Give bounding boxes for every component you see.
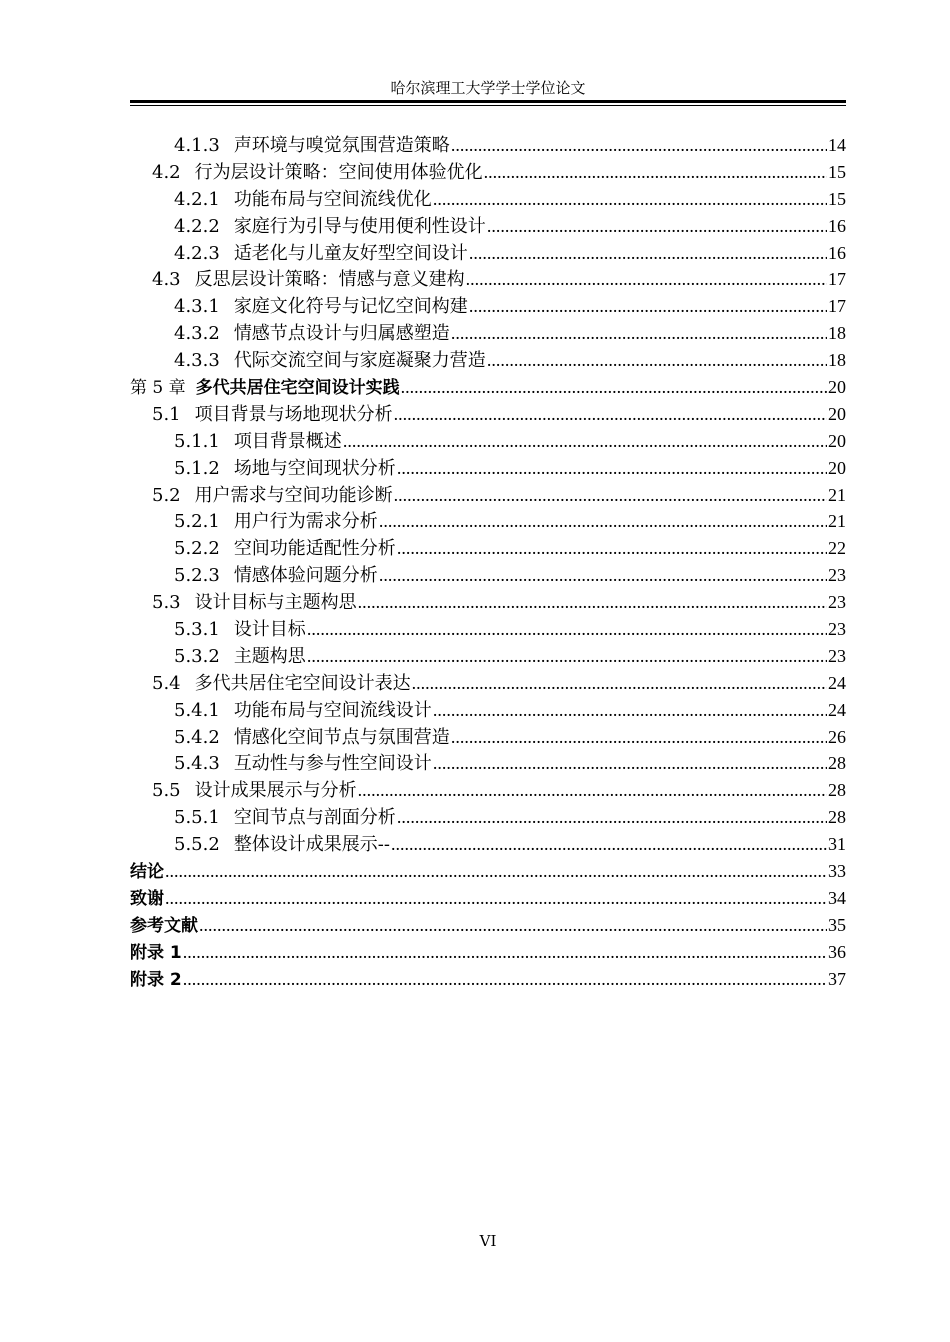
toc-entry-page: 34: [828, 887, 846, 908]
toc-entry-number: 5.1.2: [174, 457, 220, 479]
toc-entry-title: 附录 2: [130, 969, 182, 990]
toc-entry-number: 5.3.2: [174, 645, 220, 667]
toc-entry-title: 主题构思: [233, 645, 306, 667]
toc-entry[interactable]: [130, 858, 846, 885]
toc-entry[interactable]: [130, 320, 846, 347]
toc-entry[interactable]: [130, 159, 846, 186]
toc-leader-dots: [484, 159, 827, 186]
toc-leader-dots: [412, 670, 827, 697]
toc-entry-title: 附录 1: [130, 942, 182, 963]
toc-entry-title: 多代共居住宅空间设计表达: [194, 672, 411, 694]
toc-entry-number: 5.2.1: [174, 511, 220, 533]
toc-entry-page: 17: [828, 269, 846, 290]
toc-entry-page: 33: [828, 861, 846, 882]
toc-entry-page: 16: [828, 242, 846, 263]
toc-entry-title: 致谢: [130, 888, 164, 909]
toc-entry-page: 14: [828, 135, 846, 155]
toc-entry-number: 4.3.2: [174, 323, 220, 345]
toc-entry-number: 4.2.2: [174, 215, 220, 237]
toc-entry[interactable]: [130, 616, 846, 643]
toc-entry-number: 5.2: [152, 484, 181, 506]
toc-leader-dots: [379, 508, 827, 535]
toc-entry-page: 15: [828, 188, 846, 209]
toc-entry-title: 空间节点与剖面分析: [233, 807, 396, 829]
toc-entry[interactable]: [130, 643, 846, 670]
toc-entry-title: 家庭行为引导与使用便利性设计: [233, 215, 486, 237]
toc-entry[interactable]: [130, 482, 846, 509]
toc-entry-page: 28: [828, 753, 846, 774]
toc-entry-page: 21: [828, 511, 846, 532]
toc-entry[interactable]: [130, 885, 846, 912]
toc-entry[interactable]: [130, 455, 846, 482]
toc-entry-page: 36: [828, 941, 846, 962]
toc-entry-page: 31: [828, 834, 846, 855]
toc-entry[interactable]: [130, 508, 846, 535]
toc-entry-page: 22: [828, 538, 846, 559]
toc-entry-title: 空间功能适配性分析: [233, 538, 396, 560]
toc-leader-dots: [469, 293, 827, 320]
toc-entry[interactable]: [130, 589, 846, 616]
toc-entry[interactable]: [130, 724, 846, 751]
toc-entry-number: 5.2.2: [174, 538, 220, 560]
toc-entry-title: 功能布局与空间流线优化: [233, 188, 432, 210]
toc-entry-title: 功能布局与空间流线设计: [233, 699, 432, 721]
toc-leader-dots: [451, 320, 827, 347]
toc-leader-dots: [307, 616, 827, 643]
toc-entry-title: 适老化与儿童友好型空间设计: [233, 242, 468, 264]
toc-entry[interactable]: [130, 804, 846, 831]
toc-entry-title: 结论: [130, 862, 164, 883]
toc-entry-number: 4.2: [152, 161, 181, 183]
toc-entry[interactable]: [130, 240, 846, 267]
toc-entry[interactable]: [130, 186, 846, 213]
toc-entry-page: 23: [828, 619, 846, 640]
toc-entry-title: 整体设计成果展示--: [233, 834, 390, 856]
toc-leader-dots: [466, 266, 827, 293]
toc-leader-dots: [183, 939, 827, 966]
toc-entry-number: 4.3.1: [174, 296, 220, 318]
toc-leader-dots: [199, 912, 827, 939]
toc-leader-dots: [401, 374, 827, 401]
toc-leader-dots: [307, 643, 827, 670]
toc-entry[interactable]: [130, 777, 846, 804]
toc-entry-title: 情感化空间节点与氛围营造: [233, 726, 450, 748]
toc-entry-page: 24: [828, 699, 846, 720]
toc-leader-dots: [451, 132, 827, 159]
toc-entry-page: 24: [828, 672, 846, 693]
toc-entry-page: 28: [828, 807, 846, 828]
toc-entry-title: 反思层设计策略：情感与意义建构: [194, 269, 465, 291]
toc-entry-page: 20: [828, 403, 846, 424]
toc-leader-dots: [165, 858, 827, 885]
table-of-contents: [130, 132, 846, 993]
toc-entry-number: 4.1.3: [174, 135, 220, 156]
toc-entry[interactable]: [130, 562, 846, 589]
toc-entry-number: 第 5 章: [130, 378, 186, 399]
toc-entry-number: 5.4.3: [174, 753, 220, 775]
toc-entry-title: 互动性与参与性空间设计: [233, 753, 432, 775]
toc-entry-page: 20: [828, 430, 846, 451]
toc-leader-dots: [183, 966, 827, 993]
toc-entry-title: 行为层设计策略：空间使用体验优化: [194, 161, 483, 183]
toc-entry-title: 用户需求与空间功能诊断: [194, 484, 393, 506]
toc-leader-dots: [469, 240, 827, 267]
toc-entry-page: 23: [828, 592, 846, 613]
toc-entry-number: 4.3: [152, 269, 181, 291]
toc-entry-title: 项目背景概述: [233, 430, 342, 452]
toc-entry-page: 17: [828, 296, 846, 317]
toc-entry-number: 5.1: [152, 403, 181, 425]
toc-entry-page: 28: [828, 780, 846, 801]
toc-leader-dots: [358, 777, 827, 804]
toc-leader-dots: [487, 213, 827, 240]
toc-entry-title: 声环境与嗅觉氛围营造策略: [233, 135, 450, 156]
toc-entry-number: 5.5.1: [174, 807, 220, 829]
toc-entry-page: 23: [828, 645, 846, 666]
header-rule-thick: [130, 100, 846, 103]
toc-leader-dots: [433, 697, 827, 724]
toc-leader-dots: [433, 750, 827, 777]
toc-entry[interactable]: [130, 293, 846, 320]
toc-leader-dots: [433, 186, 827, 213]
toc-entry-page: 37: [828, 968, 846, 989]
toc-entry[interactable]: [130, 966, 846, 993]
toc-entry-page: 26: [828, 726, 846, 747]
toc-leader-dots: [358, 589, 827, 616]
toc-entry-page: 20: [828, 457, 846, 478]
toc-entry[interactable]: [130, 213, 846, 240]
toc-leader-dots: [397, 804, 827, 831]
toc-entry-number: 4.2.1: [174, 188, 220, 210]
toc-entry-number: 5.2.3: [174, 565, 220, 587]
toc-entry-title: 项目背景与场地现状分析: [194, 403, 393, 425]
toc-entry[interactable]: [130, 401, 846, 428]
toc-entry[interactable]: [130, 266, 846, 293]
toc-entry-title: 设计目标与主题构思: [194, 592, 357, 614]
header-rule-thin: [130, 105, 846, 106]
toc-leader-dots: [394, 482, 827, 509]
toc-entry-page: 21: [828, 484, 846, 505]
toc-entry-number: 5.5.2: [174, 834, 220, 856]
toc-entry-number: 4.3.3: [174, 350, 220, 372]
toc-entry[interactable]: [130, 132, 846, 159]
toc-leader-dots: [487, 347, 827, 374]
toc-entry-page: 20: [828, 377, 846, 398]
toc-entry-page: 18: [828, 350, 846, 371]
toc-entry-page: 15: [828, 161, 846, 182]
toc-entry-number: 5.4.1: [174, 699, 220, 721]
toc-entry[interactable]: [130, 347, 846, 374]
toc-entry-title: 情感节点设计与归属感塑造: [233, 323, 450, 345]
toc-entry-title: 代际交流空间与家庭凝聚力营造: [233, 350, 486, 372]
toc-entry-title: 多代共居住宅空间设计实践: [195, 378, 400, 399]
toc-entry-number: 5.5: [152, 780, 181, 802]
toc-entry-page: 35: [828, 914, 846, 935]
toc-entry[interactable]: [130, 374, 846, 401]
toc-entry[interactable]: [130, 831, 846, 858]
toc-entry-title: 参考文献: [130, 915, 198, 936]
toc-entry-number: 5.3.1: [174, 619, 220, 641]
page-number: VI: [479, 1232, 497, 1250]
toc-leader-dots: [397, 455, 827, 482]
toc-leader-dots: [165, 885, 827, 912]
toc-entry-number: 5.1.1: [174, 430, 220, 452]
toc-entry[interactable]: [130, 535, 846, 562]
toc-leader-dots: [343, 428, 827, 455]
toc-entry-page: 18: [828, 323, 846, 344]
toc-entry-number: 5.4.2: [174, 726, 220, 748]
toc-leader-dots: [397, 535, 827, 562]
toc-leader-dots: [379, 562, 827, 589]
toc-entry-title: 场地与空间现状分析: [233, 457, 396, 479]
toc-entry-title: 家庭文化符号与记忆空间构建: [233, 296, 468, 318]
toc-entry-number: 5.4: [152, 672, 181, 694]
toc-leader-dots: [394, 401, 827, 428]
toc-entry[interactable]: [130, 697, 846, 724]
toc-entry-page: 16: [828, 215, 846, 236]
running-header: 哈尔滨理工大学学士学位论文: [390, 79, 586, 97]
toc-leader-dots: [391, 831, 827, 858]
toc-entry-number: 5.3: [152, 592, 181, 614]
toc-entry-title: 设计目标: [233, 619, 306, 641]
toc-entry[interactable]: [130, 670, 846, 697]
toc-entry[interactable]: [130, 428, 846, 455]
toc-entry-number: 4.2.3: [174, 242, 220, 264]
toc-entry-title: 设计成果展示与分析: [194, 780, 357, 802]
toc-entry[interactable]: [130, 939, 846, 966]
toc-leader-dots: [451, 724, 827, 751]
toc-entry-title: 用户行为需求分析: [233, 511, 378, 533]
toc-entry-page: 23: [828, 565, 846, 586]
toc-entry[interactable]: [130, 912, 846, 939]
toc-entry-title: 情感体验问题分析: [233, 565, 378, 587]
toc-entry[interactable]: [130, 750, 846, 777]
